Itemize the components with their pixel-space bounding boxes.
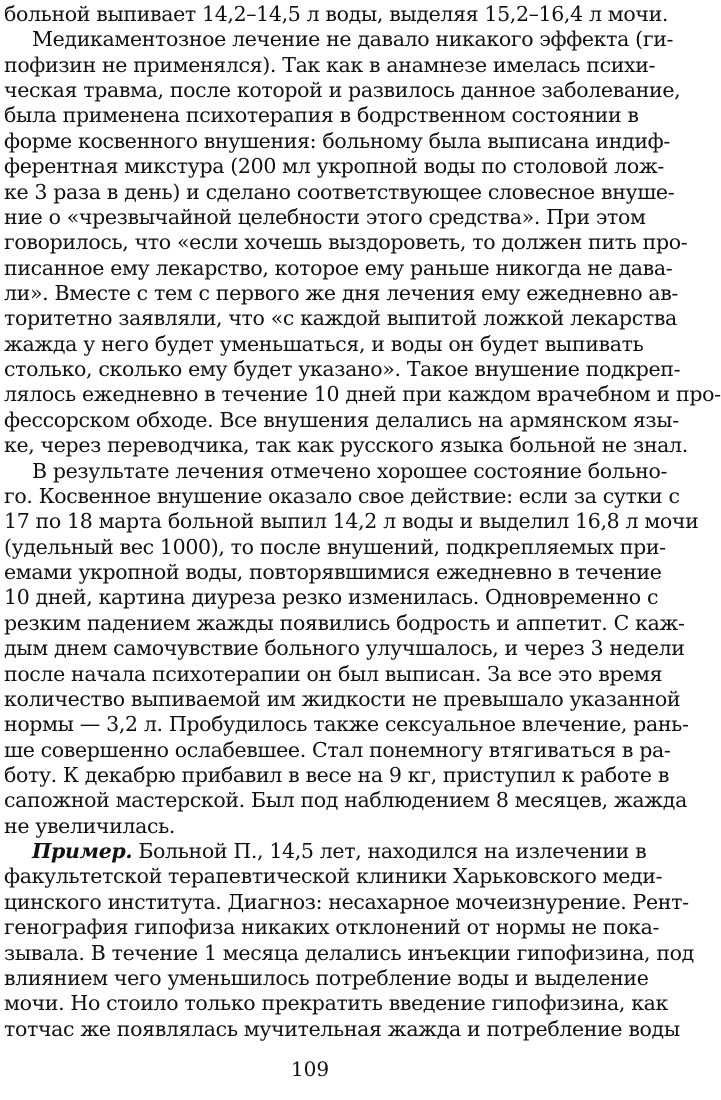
text-line: В результате лечения отмечено хорошее состояние больно- (32, 458, 668, 483)
text-line: ли». Вместе с тем с первого же дня лечения ему ежедневно ав- (4, 281, 679, 306)
text-line: ние о «чрезвычайной целебности этого средства». При этом (4, 204, 646, 229)
text-line: больной выпивает 14,2–14,5 л воды, выделяя 15,2–16,4 л мочи. (4, 2, 669, 26)
text-line: лялось ежедневно в течение 10 дней при каждом врачебном и про- (4, 382, 721, 407)
text-line: 10 дней, картина диуреза резко изменилась. Одновременно с (4, 585, 659, 610)
text-line: ферентная микстура (200 мл укропной воды по столовой лож- (4, 154, 664, 179)
text-line: форме косвенного внушения: больному была выписана индиф- (4, 128, 670, 153)
text-line: дым днем самочувствие больного улучшалось, и через 3 недели (4, 636, 685, 661)
text-line: генография гипофиза никаких отклонений от нормы не пока- (4, 915, 660, 940)
text-line: цинского института. Диагноз: несахарное мочеизнурение. Рент- (4, 889, 689, 914)
text-line: 17 по 18 марта больной выпил 14,2 л воды и выделил 16,8 л мочи (4, 509, 699, 534)
page-number: 109 (290, 1057, 330, 1081)
text-line: писанное ему лекарство, которое ему раньше никогда не дава- (4, 255, 673, 280)
text-line: нормы — 3,2 л. Пробудилось также сексуальное влечение, рань- (4, 712, 689, 737)
text-line: ческая травма, после которой и развилось данное заболевание, (4, 78, 681, 103)
text-line: пофизин не применялся). Так как в анамнезе имелась психи- (4, 52, 656, 77)
text-line: количество выпиваемой им жидкости не превышало указанной (4, 686, 681, 711)
text-line: ке, через переводчика, так как русского языка больной не знал. (4, 433, 688, 458)
text-line: факультетской терапевтической клиники Харьковского меди- (4, 864, 663, 889)
text-line: сапожной мастерской. Был под наблюдением 8 месяцев, жажда (4, 788, 687, 813)
text-line: ке 3 раза в день) и сделано соответствующее словесное внуше- (4, 179, 675, 204)
text-line: была применена психотерапия в бодрственном состоянии в (4, 103, 639, 128)
text-line: зывала. В течение 1 месяца делались инъекции гипофизина, под (4, 940, 694, 965)
text-line: не увеличилась. (4, 813, 176, 838)
text-line: боту. К декабрю прибавил в весе на 9 кг, приступил к работе в (4, 762, 670, 787)
text-line: Медикаментозное лечение не давало никакого эффекта (ги- (32, 27, 674, 52)
example-label: Пример. (32, 839, 133, 864)
text-line: столько, сколько ему будет указано». Такое внушение подкреп- (4, 357, 681, 382)
text-line: влиянием чего уменьшилось потребление воды и выделение (4, 965, 649, 990)
text-line-body: Больной П., 14,5 лет, находился на излечении в (138, 839, 647, 864)
text-line: резким падением жажды появились бодрость и аппетит. С каж- (4, 610, 685, 635)
text-line: торитетно заявляли, что «с каждой выпитой ложкой лекарства (4, 306, 677, 331)
text-line: жажда у него будет уменьшаться, и воды он будет выпивать (4, 331, 644, 356)
text-line: говорилось, что «если хочешь выздороветь, то должен пить про- (4, 230, 688, 255)
book-page-continued (4, 0, 721, 1100)
text-line: тотчас же появлялась мучительная жажда и потребление воды (4, 1016, 680, 1041)
text-line: мочи. Но стоило только прекратить введение гипофизина, как (4, 991, 668, 1016)
text-line: го. Косвенное внушение оказало свое действие: если за сутки с (4, 483, 680, 508)
text-line: после начала психотерапии он был выписан. За все это время (4, 661, 663, 686)
text-line: ше совершенно ослабевшее. Стал понемногу втягиваться в ра- (4, 737, 671, 762)
text-line: емами укропной воды, повторявшимися ежедневно в течение (4, 560, 662, 585)
text-line: фессорском обходе. Все внушения делались на армянском язы- (4, 407, 679, 432)
text-line: (удельный вес 1000), то после внушений, подкрепляемых при- (4, 534, 666, 559)
